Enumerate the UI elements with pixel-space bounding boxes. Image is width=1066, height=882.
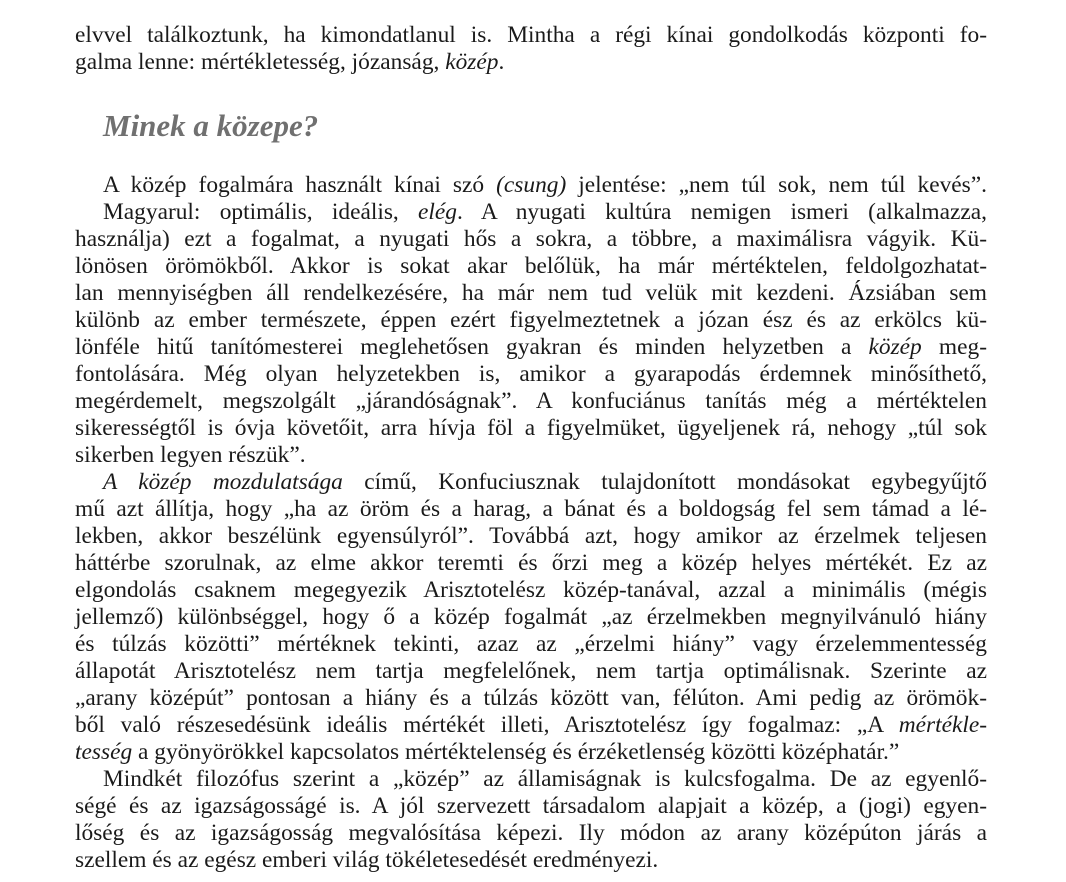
text-line: [75, 22, 987, 49]
text-line: [75, 280, 987, 307]
italic-text: elég: [418, 199, 458, 225]
italic-text: (csung): [496, 172, 567, 198]
text-span: elvvel találkoztunk, ha kimondatlanul is. Mintha a régi kínai gondolkodás központi fo-: [75, 22, 987, 48]
text-line: [75, 442, 306, 469]
text-line: [75, 577, 987, 604]
text-span: lőség és az igazságosság megvalósítása képezi. Ily módon az arany középúton járás a: [75, 820, 987, 846]
text-span: lönösen örömökből. Akkor is sokat akar belőlük, ha már mértéktelen, feldolgozhatat-: [75, 253, 987, 279]
text-line: [75, 226, 987, 253]
text-span: megérdemelt, megszolgált „járandóságnak”. A konfuciánus tanítás még a mértéktelen: [75, 388, 987, 414]
text-line: [75, 307, 987, 334]
text-span: meg-: [921, 334, 987, 360]
text-line: [75, 712, 987, 739]
text-span: lan mennyiségben áll rendelkezésére, ha már nem tud velük mit kezdeni. Ázsiában sem: [75, 280, 987, 306]
text-span: sikerességtől is óvja követőit, arra hívja föl a figyelmüket, ügyeljenek rá, nehogy „túl sok: [75, 415, 987, 441]
text-line: [75, 49, 504, 76]
text-line: [75, 388, 987, 415]
text-line: [75, 523, 987, 550]
text-span: Magyarul: optimális, ideális,: [103, 199, 419, 225]
text-span: jellemző) különbséggel, hogy ő a közép fogalmát „az érzelmekben megnyilvánuló hiány: [75, 604, 987, 630]
text-span: című, Konfuciusznak tulajdonított mondásokat egybegyűjtő: [342, 469, 987, 495]
text-line: [103, 199, 987, 226]
text-line: [75, 550, 987, 577]
text-span: a gyönyörökkel kapcsolatos mértéktelenség és érzéketlenség közötti középhatár.”: [132, 739, 900, 765]
text-span: galma lenne: mértékletesség, józanság,: [75, 49, 446, 75]
text-line: [75, 820, 987, 847]
text-line: [75, 415, 987, 442]
text-span: háttérbe szorulnak, az elme akkor teremti és őrzi meg a közép helyes mértékét. Ez az: [75, 550, 987, 576]
text-line: [75, 334, 987, 361]
italic-text: A közép mozdulatsága: [103, 469, 343, 495]
italic-text: közép: [445, 49, 499, 75]
italic-text: tesség: [75, 739, 133, 765]
text-line: [75, 604, 987, 631]
text-span: „arany középút” pontosan a hiány és a túlzás között van, félúton. Ami pedig az örömök-: [75, 685, 987, 711]
text-span: állapotát Arisztotelész nem tartja megfelelőnek, nem tartja optimálisnak. Szerinte az: [75, 658, 987, 684]
text-span: fontolására. Még olyan helyzetekben is, amikor a gyarapodás érdemnek minősíthető,: [75, 361, 987, 387]
text-line: [75, 685, 987, 712]
text-span: A közép fogalmára használt kínai szó: [103, 172, 497, 198]
text-line: [75, 793, 987, 820]
text-span: ségé és az igazságosságé is. A jól szervezett társadalom alapjait a közép, a (jogi) egyen-: [75, 793, 987, 819]
text-span: . A nyugati kultúra nemigen ismeri (alkalmazza,: [457, 199, 987, 225]
italic-text: mértékle-: [898, 712, 987, 738]
text-line: [103, 469, 987, 496]
text-line: [75, 658, 987, 685]
text-span: különb az ember természete, éppen ezért figyelmeztetnek a józan ész és az erkölcs kü-: [75, 307, 987, 333]
text-line: [75, 847, 658, 874]
text-span: .: [498, 49, 505, 75]
text-span: lekben, akkor beszélünk egyensúlyról”. Továbbá azt, hogy amikor az érzelmek teljesen: [75, 523, 987, 549]
text-span: mű azt állítja, hogy „ha az öröm és a harag, a bánat és a boldogság fel sem támad a lé-: [75, 496, 987, 522]
text-span: jelentése: „nem túl sok, nem túl kevés”.: [566, 172, 987, 198]
text-span: Mindkét filozófus szerint a „közép” az államiságnak is kulcsfogalma. De az egyenlő-: [103, 766, 987, 792]
text-line: [75, 496, 987, 523]
text-span: lönféle hitű tanítómesterei meglehetősen gyakran és minden helyzetben a: [75, 334, 869, 360]
text-line: [103, 172, 987, 199]
text-span: és túlzás közötti” mértéknek tekinti, azaz az „érzelmi hiány” vagy érzelemmentesség: [75, 631, 987, 657]
text-span: ből való részesedésünk ideális mértékét illeti, Arisztotelész így fogalmaz: „A: [75, 712, 899, 738]
text-line: [75, 631, 987, 658]
text-span: használja) ezt a fogalmat, a nyugati hős a sokra, a többre, a maximálisra vágyik. Kü-: [75, 226, 987, 252]
text-line: [75, 253, 987, 280]
italic-text: közép: [868, 334, 922, 360]
section-heading: Minek a közepe?: [103, 108, 319, 143]
text-line: [103, 766, 987, 793]
text-span: elgondolás csaknem megegyezik Arisztotelész közép-tanával, azzal a minimális (mégis: [75, 577, 987, 603]
text-span: sikerben legyen részük”.: [75, 442, 306, 468]
text-span: szellem és az egész emberi világ tökéletesedését eredményezi.: [75, 847, 659, 873]
text-line: [75, 361, 987, 388]
text-line: [75, 739, 899, 766]
